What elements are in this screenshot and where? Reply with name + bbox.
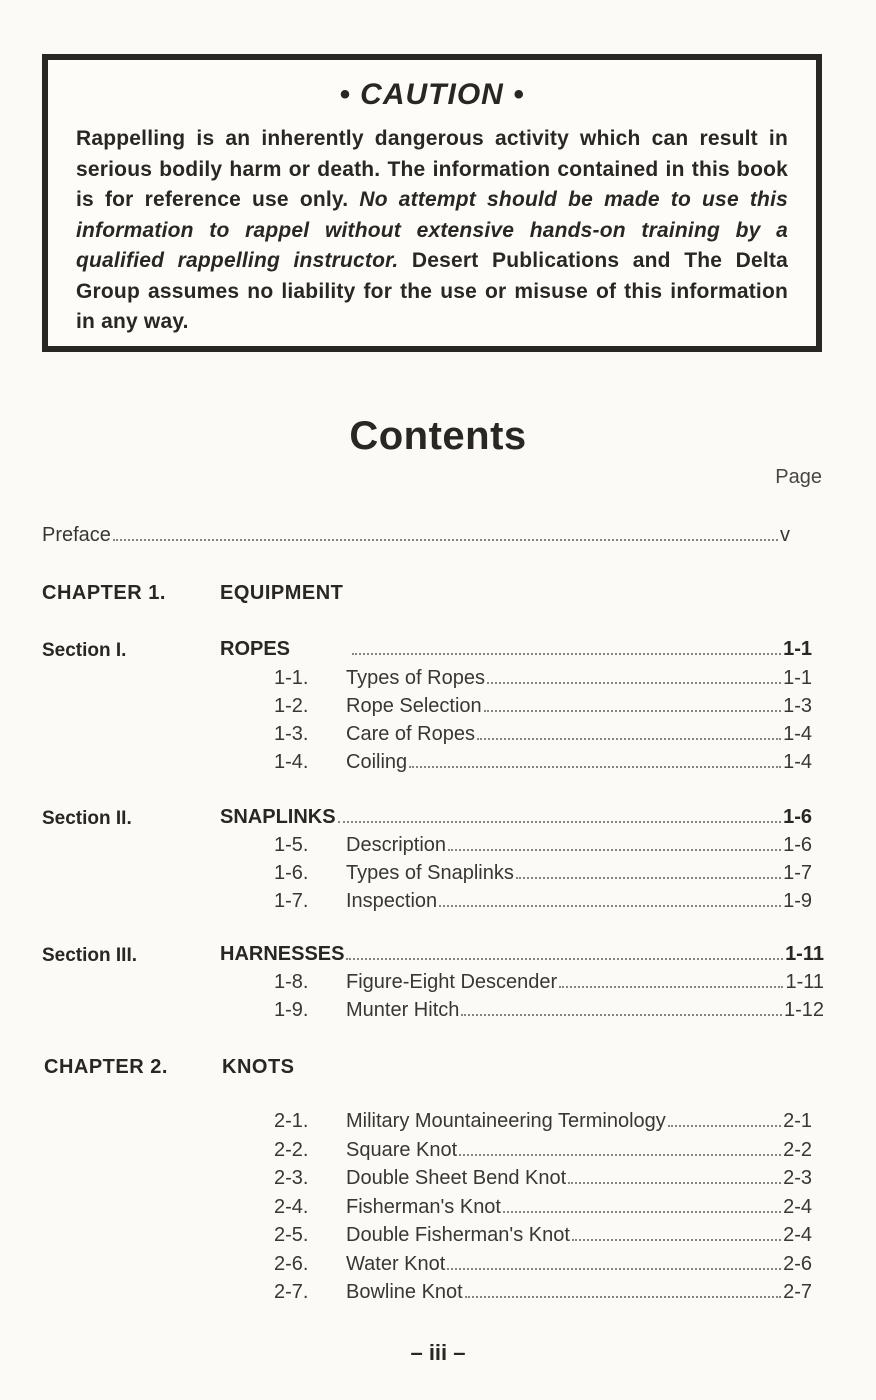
- toc-entry-page: 2-3: [783, 1167, 812, 1189]
- chapter-heading: [42, 582, 343, 605]
- toc-entry-title: Figure-Eight Descender: [346, 971, 558, 993]
- page-number: – iii –: [410, 1340, 466, 1365]
- toc-entry-page: 1-12: [783, 999, 824, 1021]
- toc-entry[interactable]: [274, 1224, 812, 1247]
- toc-entry-title: ROPES: [220, 638, 291, 660]
- toc-entry[interactable]: [274, 1110, 812, 1133]
- dot-leader: [409, 765, 781, 768]
- toc-entry-page: 1-1: [783, 667, 812, 689]
- dot-leader: [572, 1238, 781, 1241]
- toc-entry-title: Military Mountaineering Terminology: [346, 1110, 666, 1132]
- toc-entry-title: Double Sheet Bend Knot: [346, 1167, 567, 1189]
- dot-leader: [559, 985, 783, 988]
- toc-entry-number: 2-3.: [274, 1167, 309, 1189]
- toc-entry-number: 2-1.: [274, 1110, 309, 1132]
- toc-entry-page: 2-4: [783, 1224, 812, 1246]
- toc-entry-title: Rope Selection: [346, 695, 482, 717]
- dot-leader: [477, 737, 781, 740]
- contents-title: Contents: [349, 414, 527, 458]
- toc-entry-number: 1-8.: [274, 971, 309, 993]
- caution-text-italic: No attempt should be made to use this information to rappel without extensive hands-on training by a qualified rappelling instructor.: [76, 188, 788, 272]
- toc-entry-page: 1-6: [783, 806, 812, 828]
- toc-entry[interactable]: [274, 862, 812, 885]
- dot-leader: [484, 709, 781, 712]
- dot-leader: [113, 538, 778, 541]
- toc-entry-page: 2-7: [783, 1281, 812, 1303]
- toc-entry-title: Preface: [42, 524, 111, 546]
- toc-entry-section[interactable]: [220, 806, 812, 829]
- toc-entry[interactable]: [274, 890, 812, 913]
- toc-entry-title: SNAPLINKS: [220, 806, 336, 828]
- toc-entry-section[interactable]: [220, 943, 824, 966]
- toc-entry-title: Square Knot: [346, 1139, 458, 1161]
- toc-entry-title: Types of Ropes: [346, 667, 485, 689]
- toc-entry[interactable]: [274, 971, 824, 994]
- toc-entry-page: v: [780, 524, 790, 546]
- toc-entry-page: 2-6: [783, 1253, 812, 1275]
- toc-entry-preface[interactable]: [42, 524, 790, 547]
- dot-leader: [668, 1124, 781, 1127]
- dot-leader: [487, 681, 781, 684]
- caution-text: [76, 124, 788, 338]
- toc-entry-page: 1-3: [783, 695, 812, 717]
- toc-entry-page: 1-7: [783, 862, 812, 884]
- dot-leader: [346, 957, 783, 960]
- dot-leader: [439, 904, 781, 907]
- toc-entry-number: 1-6.: [274, 862, 309, 884]
- toc-entry[interactable]: [274, 999, 824, 1022]
- toc-entry-title: Description: [346, 834, 447, 856]
- dot-leader: [448, 848, 781, 851]
- toc-entry-page: 1-4: [783, 751, 812, 773]
- dot-leader: [447, 1267, 781, 1270]
- toc-entry-title: Munter Hitch: [346, 999, 460, 1021]
- toc-entry-number: 1-2.: [274, 695, 309, 717]
- toc-entry-number: 2-2.: [274, 1139, 309, 1161]
- toc-entry[interactable]: [274, 834, 812, 857]
- dot-leader: [461, 1013, 782, 1016]
- toc-entry[interactable]: [274, 1139, 812, 1162]
- toc-entry-page: 1-1: [783, 638, 812, 660]
- section-label: Section III.: [42, 945, 138, 966]
- toc-entry-number: 2-7.: [274, 1281, 309, 1303]
- caution-text-part-1: Rappelling is an inherently dangerous activity which can result in serious bodily harm or death. The information contained in this book is for reference use only.: [76, 127, 788, 211]
- page-column-label: Page: [775, 466, 822, 488]
- chapter-title: EQUIPMENT: [220, 582, 344, 604]
- toc-entry[interactable]: [274, 1167, 812, 1190]
- section-label: Section I.: [42, 640, 127, 661]
- toc-entry[interactable]: [274, 1196, 812, 1219]
- toc-entry-page: 1-9: [783, 890, 812, 912]
- toc-entry-title: Double Fisherman's Knot: [346, 1224, 570, 1246]
- toc-entry-title: Coiling: [346, 751, 408, 773]
- toc-entry-page: 2-1: [783, 1110, 812, 1132]
- toc-entry-page: 1-11: [785, 971, 824, 993]
- caution-text-part-2: Desert Publications and The Delta Group assumes no liability for the use or misuse of this information in any way.: [76, 249, 788, 333]
- toc-entry-page: 1-11: [785, 943, 824, 965]
- toc-entry[interactable]: [274, 1253, 812, 1276]
- chapter-title: KNOTS: [222, 1056, 295, 1078]
- toc-entry-page: 1-4: [783, 723, 812, 745]
- toc-entry[interactable]: [274, 723, 812, 746]
- toc-entry-title: Inspection: [346, 890, 438, 912]
- toc-entry-number: 1-7.: [274, 890, 309, 912]
- section-label: Section II.: [42, 808, 132, 829]
- toc-entry-title: Fisherman's Knot: [346, 1196, 501, 1218]
- toc-entry-number: 1-1.: [274, 667, 309, 689]
- dot-leader: [503, 1210, 781, 1213]
- toc-entry-title: HARNESSES: [220, 943, 345, 965]
- toc-entry-number: 1-9.: [274, 999, 309, 1021]
- dot-leader: [465, 1295, 781, 1298]
- dot-leader: [338, 820, 782, 823]
- toc-entry-number: 2-4.: [274, 1196, 309, 1218]
- dot-leader: [459, 1153, 781, 1156]
- chapter-heading: [44, 1056, 295, 1079]
- toc-entry-page: 1-6: [783, 834, 812, 856]
- toc-entry-section[interactable]: [220, 638, 812, 661]
- toc-entry-title: Care of Ropes: [346, 723, 475, 745]
- toc-entry-number: 1-3.: [274, 723, 309, 745]
- caution-title: • CAUTION •: [339, 78, 525, 111]
- toc-entry[interactable]: [274, 751, 812, 774]
- toc-entry[interactable]: [274, 667, 812, 690]
- toc-entry-number: 2-5.: [274, 1224, 309, 1246]
- toc-entry-number: 1-5.: [274, 834, 309, 856]
- toc-entry-number: 2-6.: [274, 1253, 309, 1275]
- toc-entry-number: 1-4.: [274, 751, 309, 773]
- toc-entry-title: Water Knot: [346, 1253, 446, 1275]
- chapter-label: CHAPTER 2.: [44, 1056, 168, 1078]
- toc-entry[interactable]: [274, 1281, 812, 1304]
- toc-entry[interactable]: [274, 695, 812, 718]
- toc-entry-title: Types of Snaplinks: [346, 862, 514, 884]
- dot-leader: [516, 876, 781, 879]
- dot-leader: [352, 652, 781, 655]
- toc-entry-title: Bowline Knot: [346, 1281, 463, 1303]
- toc-entry-page: 2-4: [783, 1196, 812, 1218]
- caution-box: [42, 54, 822, 352]
- chapter-label: CHAPTER 1.: [42, 582, 166, 604]
- toc-entry-page: 2-2: [783, 1139, 812, 1161]
- dot-leader: [568, 1181, 781, 1184]
